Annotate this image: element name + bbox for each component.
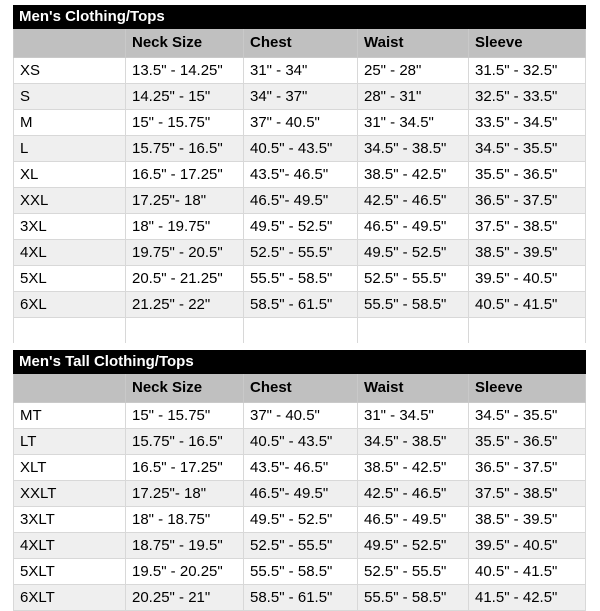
measurement-cell: 15" - 15.75" — [126, 110, 244, 136]
measurement-cell: 21.25" - 22" — [126, 292, 244, 318]
column-header-chest: Chest — [244, 29, 358, 58]
measurement-cell: 36.5" - 37.5" — [469, 455, 586, 481]
measurement-cell: 46.5" - 49.5" — [358, 214, 469, 240]
measurement-cell: 31" - 34.5" — [358, 110, 469, 136]
empty-cell — [14, 318, 126, 344]
size-label-cell: S — [14, 84, 126, 110]
empty-cell — [244, 318, 358, 344]
measurement-cell: 38.5" - 39.5" — [469, 240, 586, 266]
table-row — [14, 533, 586, 559]
table-row — [14, 585, 586, 611]
column-header-neck-size: Neck Size — [126, 374, 244, 403]
empty-cell — [469, 318, 586, 344]
table-row — [14, 188, 586, 214]
measurement-cell: 15" - 15.75" — [126, 403, 244, 429]
measurement-cell: 32.5" - 33.5" — [469, 84, 586, 110]
size-label-cell: XLT — [14, 455, 126, 481]
table-row — [14, 481, 586, 507]
column-header-sleeve: Sleeve — [469, 374, 586, 403]
table-row — [14, 58, 586, 84]
empty-cell — [126, 318, 244, 344]
measurement-cell: 19.5" - 20.25" — [126, 559, 244, 585]
measurement-cell: 14.25" - 15" — [126, 84, 244, 110]
measurement-cell: 52.5" - 55.5" — [358, 559, 469, 585]
table-row — [14, 403, 586, 429]
measurement-cell: 34.5" - 38.5" — [358, 136, 469, 162]
measurement-cell: 52.5" - 55.5" — [244, 240, 358, 266]
table-row — [14, 559, 586, 585]
measurement-cell: 52.5" - 55.5" — [244, 533, 358, 559]
column-header-neck-size: Neck Size — [126, 29, 244, 58]
measurement-cell: 17.25"- 18" — [126, 188, 244, 214]
measurement-cell: 18" - 19.75" — [126, 214, 244, 240]
empty-row — [14, 318, 586, 344]
measurement-cell: 35.5" - 36.5" — [469, 429, 586, 455]
measurement-cell: 15.75" - 16.5" — [126, 429, 244, 455]
table-row — [14, 455, 586, 481]
measurement-cell: 34.5" - 35.5" — [469, 403, 586, 429]
measurement-cell: 25" - 28" — [358, 58, 469, 84]
size-label-cell: XXLT — [14, 481, 126, 507]
measurement-cell: 34.5" - 38.5" — [358, 429, 469, 455]
measurement-cell: 49.5" - 52.5" — [358, 240, 469, 266]
size-label-cell: 5XL — [14, 266, 126, 292]
measurement-cell: 38.5" - 42.5" — [358, 455, 469, 481]
measurement-cell: 15.75" - 16.5" — [126, 136, 244, 162]
measurement-cell: 20.5" - 21.25" — [126, 266, 244, 292]
column-header-sleeve: Sleeve — [469, 29, 586, 58]
measurement-cell: 49.5" - 52.5" — [244, 507, 358, 533]
size-label-cell: 4XL — [14, 240, 126, 266]
size-label-cell: XXL — [14, 188, 126, 214]
measurement-cell: 18" - 18.75" — [126, 507, 244, 533]
size-label-cell: MT — [14, 403, 126, 429]
measurement-cell: 55.5" - 58.5" — [244, 559, 358, 585]
size-label-cell: XS — [14, 58, 126, 84]
table-row — [14, 240, 586, 266]
measurement-cell: 13.5" - 14.25" — [126, 58, 244, 84]
measurement-cell: 40.5" - 43.5" — [244, 136, 358, 162]
size-label-cell: 3XL — [14, 214, 126, 240]
table-row — [14, 162, 586, 188]
measurement-cell: 38.5" - 42.5" — [358, 162, 469, 188]
table-title-bar: Men's Tall Clothing/Tops — [14, 351, 586, 374]
measurement-cell: 35.5" - 36.5" — [469, 162, 586, 188]
measurement-cell: 40.5" - 41.5" — [469, 559, 586, 585]
measurement-cell: 16.5" - 17.25" — [126, 455, 244, 481]
column-header-blank — [14, 29, 126, 58]
measurement-cell: 19.75" - 20.5" — [126, 240, 244, 266]
measurement-cell: 46.5" - 49.5" — [358, 507, 469, 533]
measurement-cell: 31.5" - 32.5" — [469, 58, 586, 84]
empty-cell — [358, 318, 469, 344]
table-row — [14, 110, 586, 136]
measurement-cell: 58.5" - 61.5" — [244, 585, 358, 611]
measurement-cell: 34" - 37" — [244, 84, 358, 110]
mens-clothing-tops-table — [13, 5, 586, 343]
table-row — [14, 507, 586, 533]
table-row — [14, 214, 586, 240]
measurement-cell: 40.5" - 43.5" — [244, 429, 358, 455]
table-title-bar: Men's Clothing/Tops — [14, 6, 586, 29]
measurement-cell: 33.5" - 34.5" — [469, 110, 586, 136]
measurement-cell: 20.25" - 21" — [126, 585, 244, 611]
measurement-cell: 40.5" - 41.5" — [469, 292, 586, 318]
measurement-cell: 31" - 34.5" — [358, 403, 469, 429]
size-label-cell: 5XLT — [14, 559, 126, 585]
measurement-cell: 43.5"- 46.5" — [244, 162, 358, 188]
size-label-cell: M — [14, 110, 126, 136]
measurement-cell: 39.5" - 40.5" — [469, 266, 586, 292]
size-label-cell: 4XLT — [14, 533, 126, 559]
size-label-cell: XL — [14, 162, 126, 188]
table-row — [14, 429, 586, 455]
table-row — [14, 136, 586, 162]
measurement-cell: 49.5" - 52.5" — [244, 214, 358, 240]
measurement-cell: 42.5" - 46.5" — [358, 188, 469, 214]
size-label-cell: 6XL — [14, 292, 126, 318]
column-header-waist: Waist — [358, 374, 469, 403]
table-row — [14, 84, 586, 110]
measurement-cell: 39.5" - 40.5" — [469, 533, 586, 559]
size-label-cell: 6XLT — [14, 585, 126, 611]
measurement-cell: 37" - 40.5" — [244, 110, 358, 136]
measurement-cell: 43.5"- 46.5" — [244, 455, 358, 481]
measurement-cell: 18.75" - 19.5" — [126, 533, 244, 559]
measurement-cell: 37" - 40.5" — [244, 403, 358, 429]
measurement-cell: 17.25"- 18" — [126, 481, 244, 507]
measurement-cell: 31" - 34" — [244, 58, 358, 84]
column-header-waist: Waist — [358, 29, 469, 58]
measurement-cell: 46.5"- 49.5" — [244, 188, 358, 214]
table-row — [14, 266, 586, 292]
size-label-cell: 3XLT — [14, 507, 126, 533]
measurement-cell: 36.5" - 37.5" — [469, 188, 586, 214]
measurement-cell: 55.5" - 58.5" — [358, 292, 469, 318]
measurement-cell: 28" - 31" — [358, 84, 469, 110]
measurement-cell: 37.5" - 38.5" — [469, 214, 586, 240]
column-header-blank — [14, 374, 126, 403]
measurement-cell: 16.5" - 17.25" — [126, 162, 244, 188]
measurement-cell: 55.5" - 58.5" — [358, 585, 469, 611]
measurement-cell: 41.5" - 42.5" — [469, 585, 586, 611]
measurement-cell: 37.5" - 38.5" — [469, 481, 586, 507]
measurement-cell: 58.5" - 61.5" — [244, 292, 358, 318]
measurement-cell: 46.5"- 49.5" — [244, 481, 358, 507]
size-label-cell: LT — [14, 429, 126, 455]
column-header-chest: Chest — [244, 374, 358, 403]
table-row — [14, 292, 586, 318]
measurement-cell: 38.5" - 39.5" — [469, 507, 586, 533]
measurement-cell: 34.5" - 35.5" — [469, 136, 586, 162]
mens-tall-clothing-tops-table — [13, 350, 586, 611]
measurement-cell: 49.5" - 52.5" — [358, 533, 469, 559]
measurement-cell: 52.5" - 55.5" — [358, 266, 469, 292]
measurement-cell: 42.5" - 46.5" — [358, 481, 469, 507]
size-label-cell: L — [14, 136, 126, 162]
measurement-cell: 55.5" - 58.5" — [244, 266, 358, 292]
